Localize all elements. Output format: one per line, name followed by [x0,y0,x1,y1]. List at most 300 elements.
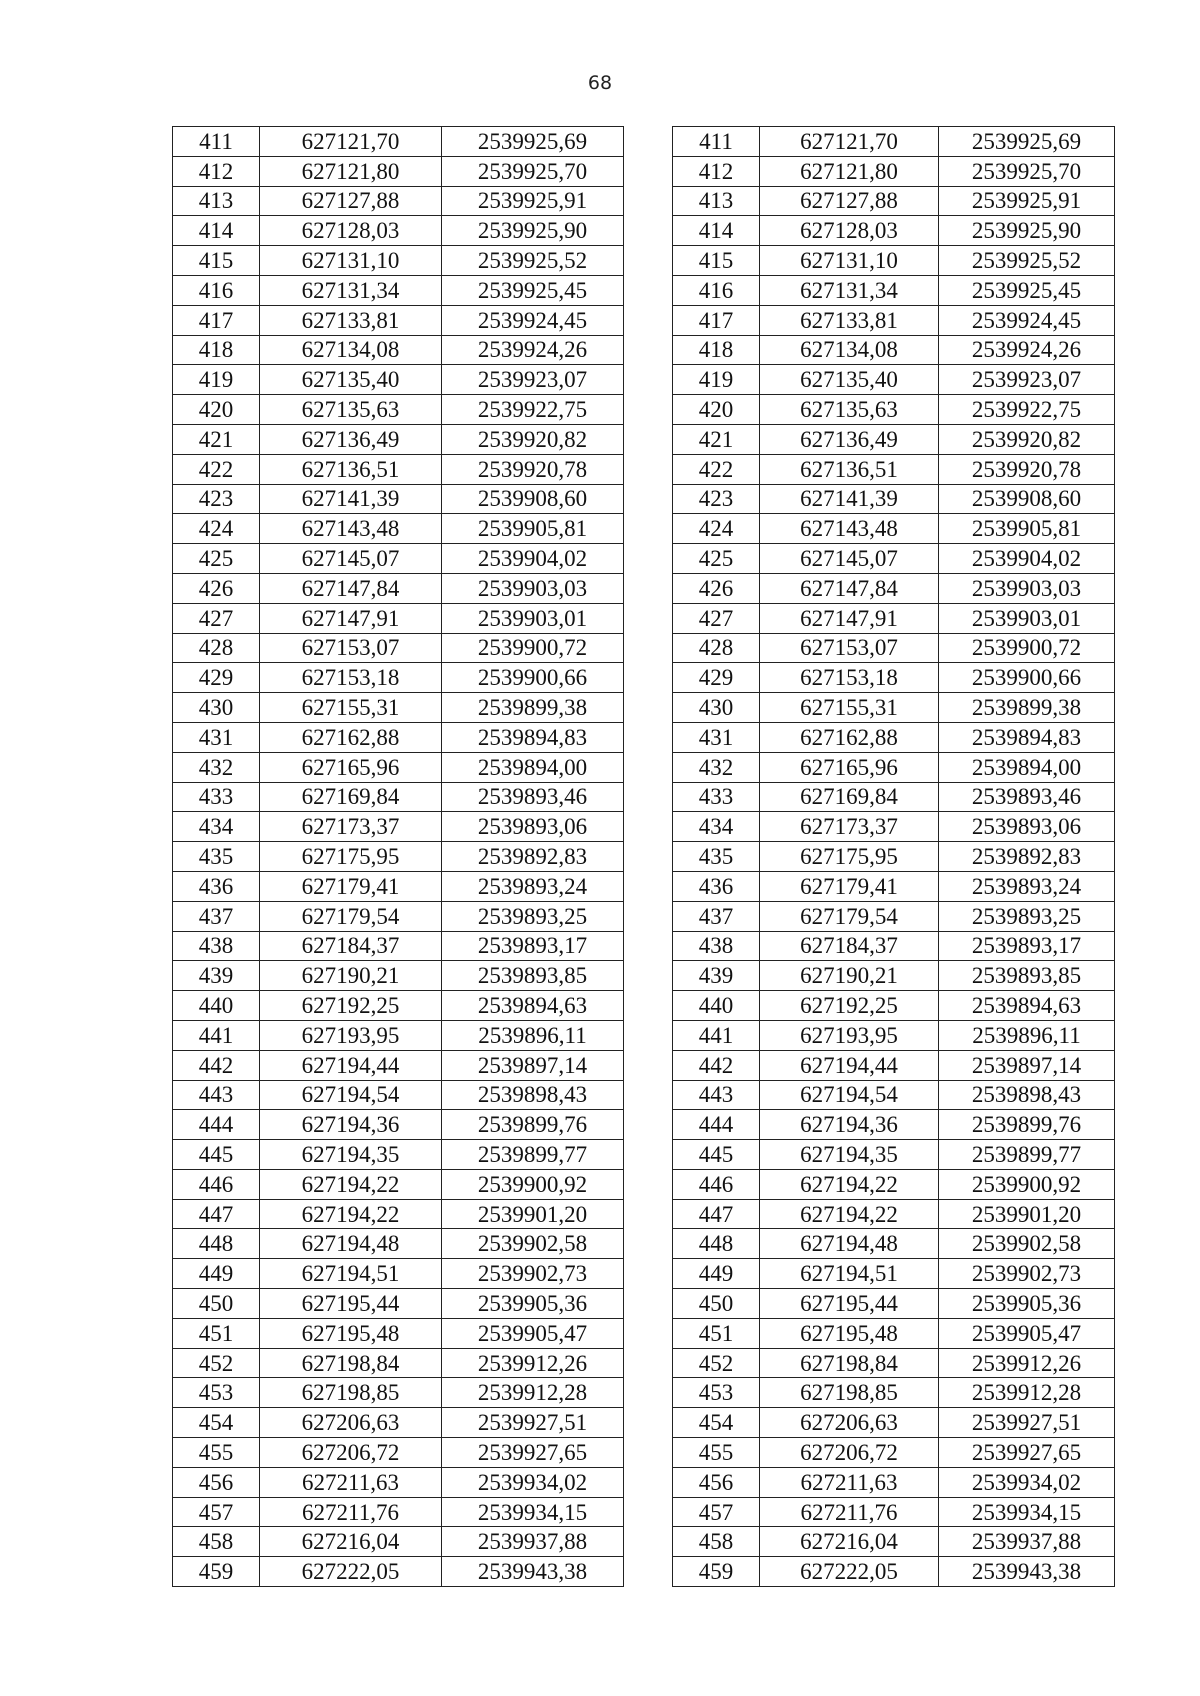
right-y-coordinate-cell: 2539894,00 [939,752,1115,782]
right-point-number-cell: 442 [673,1050,760,1080]
right-y-coordinate-cell: 2539902,73 [939,1259,1115,1289]
right-y-coordinate-cell: 2539927,51 [939,1408,1115,1438]
left-y-coordinate-cell: 2539934,02 [442,1467,624,1497]
gap-cell [624,1199,673,1229]
gap-cell [624,1408,673,1438]
right-point-number-cell: 418 [673,335,760,365]
right-x-coordinate-cell: 627147,91 [760,603,939,633]
right-x-coordinate-cell: 627179,41 [760,871,939,901]
gap-cell [624,484,673,514]
left-point-number-cell: 453 [173,1378,260,1408]
left-point-number-cell: 433 [173,782,260,812]
left-y-coordinate-cell: 2539925,69 [442,127,624,157]
table-row [173,1497,1115,1527]
right-x-coordinate-cell: 627206,63 [760,1408,939,1438]
right-point-number-cell: 414 [673,216,760,246]
table-row [173,991,1115,1021]
right-point-number-cell: 416 [673,275,760,305]
right-x-coordinate-cell: 627128,03 [760,216,939,246]
left-x-coordinate-cell: 627162,88 [260,722,442,752]
right-x-coordinate-cell: 627165,96 [760,752,939,782]
right-point-number-cell: 440 [673,991,760,1021]
table-row [173,573,1115,603]
right-point-number-cell: 419 [673,365,760,395]
right-point-number-cell: 421 [673,424,760,454]
right-point-number-cell: 448 [673,1229,760,1259]
table-row [173,871,1115,901]
gap-cell [624,335,673,365]
right-y-coordinate-cell: 2539893,85 [939,961,1115,991]
right-x-coordinate-cell: 627192,25 [760,991,939,1021]
left-y-coordinate-cell: 2539905,47 [442,1318,624,1348]
left-x-coordinate-cell: 627190,21 [260,961,442,991]
right-point-number-cell: 434 [673,812,760,842]
left-y-coordinate-cell: 2539899,76 [442,1110,624,1140]
left-point-number-cell: 419 [173,365,260,395]
left-y-coordinate-cell: 2539912,28 [442,1378,624,1408]
right-point-number-cell: 413 [673,186,760,216]
right-y-coordinate-cell: 2539899,38 [939,693,1115,723]
table-row [173,1467,1115,1497]
left-x-coordinate-cell: 627198,85 [260,1378,442,1408]
left-point-number-cell: 435 [173,842,260,872]
left-x-coordinate-cell: 627216,04 [260,1527,442,1557]
gap-cell [624,365,673,395]
left-y-coordinate-cell: 2539896,11 [442,1020,624,1050]
table-row [173,752,1115,782]
right-y-coordinate-cell: 2539912,28 [939,1378,1115,1408]
table-row [173,514,1115,544]
left-x-coordinate-cell: 627193,95 [260,1020,442,1050]
right-point-number-cell: 429 [673,663,760,693]
left-y-coordinate-cell: 2539892,83 [442,842,624,872]
gap-cell [624,1378,673,1408]
left-y-coordinate-cell: 2539908,60 [442,484,624,514]
right-x-coordinate-cell: 627173,37 [760,812,939,842]
gap-cell [624,1467,673,1497]
left-point-number-cell: 416 [173,275,260,305]
right-y-coordinate-cell: 2539934,02 [939,1467,1115,1497]
table-row [173,603,1115,633]
right-point-number-cell: 446 [673,1169,760,1199]
right-point-number-cell: 447 [673,1199,760,1229]
table-row [173,275,1115,305]
right-x-coordinate-cell: 627193,95 [760,1020,939,1050]
right-x-coordinate-cell: 627147,84 [760,573,939,603]
left-point-number-cell: 418 [173,335,260,365]
right-point-number-cell: 437 [673,901,760,931]
right-x-coordinate-cell: 627195,44 [760,1289,939,1319]
right-x-coordinate-cell: 627175,95 [760,842,939,872]
right-x-coordinate-cell: 627198,85 [760,1378,939,1408]
table-row [173,454,1115,484]
gap-cell [624,454,673,484]
table-row [173,395,1115,425]
right-x-coordinate-cell: 627206,72 [760,1438,939,1468]
gap-cell [624,1259,673,1289]
right-y-coordinate-cell: 2539899,77 [939,1140,1115,1170]
gap-cell [624,186,673,216]
left-x-coordinate-cell: 627141,39 [260,484,442,514]
right-point-number-cell: 449 [673,1259,760,1289]
right-x-coordinate-cell: 627211,63 [760,1467,939,1497]
right-y-coordinate-cell: 2539893,46 [939,782,1115,812]
right-y-coordinate-cell: 2539905,36 [939,1289,1115,1319]
table-row [173,1408,1115,1438]
left-x-coordinate-cell: 627128,03 [260,216,442,246]
gap-cell [624,424,673,454]
left-y-coordinate-cell: 2539901,20 [442,1199,624,1229]
left-point-number-cell: 459 [173,1557,260,1587]
left-point-number-cell: 457 [173,1497,260,1527]
left-y-coordinate-cell: 2539922,75 [442,395,624,425]
gap-cell [624,1110,673,1140]
left-point-number-cell: 415 [173,246,260,276]
left-y-coordinate-cell: 2539905,36 [442,1289,624,1319]
right-point-number-cell: 459 [673,1557,760,1587]
left-x-coordinate-cell: 627147,84 [260,573,442,603]
left-x-coordinate-cell: 627198,84 [260,1348,442,1378]
table-row [173,633,1115,663]
left-y-coordinate-cell: 2539924,26 [442,335,624,365]
left-point-number-cell: 414 [173,216,260,246]
left-y-coordinate-cell: 2539894,00 [442,752,624,782]
right-y-coordinate-cell: 2539899,76 [939,1110,1115,1140]
table-row [173,693,1115,723]
right-x-coordinate-cell: 627179,54 [760,901,939,931]
gap-cell [624,573,673,603]
gap-cell [624,1348,673,1378]
left-y-coordinate-cell: 2539893,85 [442,961,624,991]
left-x-coordinate-cell: 627179,54 [260,901,442,931]
left-y-coordinate-cell: 2539893,46 [442,782,624,812]
left-x-coordinate-cell: 627211,63 [260,1467,442,1497]
table-row [173,782,1115,812]
right-y-coordinate-cell: 2539900,92 [939,1169,1115,1199]
left-point-number-cell: 437 [173,901,260,931]
gap-cell [624,1169,673,1199]
table-row [173,1050,1115,1080]
right-x-coordinate-cell: 627194,22 [760,1199,939,1229]
left-x-coordinate-cell: 627184,37 [260,931,442,961]
table-row [173,1527,1115,1557]
right-x-coordinate-cell: 627190,21 [760,961,939,991]
right-y-coordinate-cell: 2539925,69 [939,127,1115,157]
left-y-coordinate-cell: 2539934,15 [442,1497,624,1527]
right-point-number-cell: 431 [673,722,760,752]
left-point-number-cell: 426 [173,573,260,603]
left-y-coordinate-cell: 2539893,17 [442,931,624,961]
left-x-coordinate-cell: 627155,31 [260,693,442,723]
gap-cell [624,216,673,246]
right-x-coordinate-cell: 627194,54 [760,1080,939,1110]
right-point-number-cell: 415 [673,246,760,276]
table-row [173,663,1115,693]
gap-cell [624,395,673,425]
right-y-coordinate-cell: 2539904,02 [939,544,1115,574]
left-point-number-cell: 434 [173,812,260,842]
right-x-coordinate-cell: 627194,22 [760,1169,939,1199]
right-x-coordinate-cell: 627194,51 [760,1259,939,1289]
right-point-number-cell: 453 [673,1378,760,1408]
left-x-coordinate-cell: 627153,07 [260,633,442,663]
left-x-coordinate-cell: 627194,44 [260,1050,442,1080]
left-y-coordinate-cell: 2539902,58 [442,1229,624,1259]
table-row [173,961,1115,991]
table-row [173,1229,1115,1259]
left-y-coordinate-cell: 2539893,24 [442,871,624,901]
right-point-number-cell: 444 [673,1110,760,1140]
table-row [173,722,1115,752]
left-y-coordinate-cell: 2539903,01 [442,603,624,633]
left-y-coordinate-cell: 2539893,06 [442,812,624,842]
right-point-number-cell: 435 [673,842,760,872]
right-x-coordinate-cell: 627133,81 [760,305,939,335]
left-x-coordinate-cell: 627175,95 [260,842,442,872]
left-point-number-cell: 425 [173,544,260,574]
left-x-coordinate-cell: 627131,10 [260,246,442,276]
left-point-number-cell: 438 [173,931,260,961]
gap-cell [624,722,673,752]
left-x-coordinate-cell: 627194,51 [260,1259,442,1289]
right-y-coordinate-cell: 2539925,90 [939,216,1115,246]
right-y-coordinate-cell: 2539925,45 [939,275,1115,305]
left-point-number-cell: 443 [173,1080,260,1110]
gap-cell [624,275,673,305]
table-row [173,305,1115,335]
right-x-coordinate-cell: 627136,49 [760,424,939,454]
table-row [173,484,1115,514]
left-x-coordinate-cell: 627194,35 [260,1140,442,1170]
right-y-coordinate-cell: 2539894,83 [939,722,1115,752]
left-x-coordinate-cell: 627136,49 [260,424,442,454]
right-y-coordinate-cell: 2539898,43 [939,1080,1115,1110]
right-point-number-cell: 425 [673,544,760,574]
right-point-number-cell: 426 [673,573,760,603]
left-y-coordinate-cell: 2539893,25 [442,901,624,931]
left-x-coordinate-cell: 627134,08 [260,335,442,365]
left-point-number-cell: 421 [173,424,260,454]
gap-cell [624,1527,673,1557]
right-x-coordinate-cell: 627194,36 [760,1110,939,1140]
left-point-number-cell: 413 [173,186,260,216]
left-x-coordinate-cell: 627173,37 [260,812,442,842]
table-row [173,1378,1115,1408]
left-x-coordinate-cell: 627169,84 [260,782,442,812]
right-x-coordinate-cell: 627145,07 [760,544,939,574]
table-row [173,424,1115,454]
table-row [173,156,1115,186]
left-x-coordinate-cell: 627153,18 [260,663,442,693]
right-x-coordinate-cell: 627162,88 [760,722,939,752]
right-y-coordinate-cell: 2539903,01 [939,603,1115,633]
right-point-number-cell: 436 [673,871,760,901]
gap-cell [624,544,673,574]
gap-cell [624,603,673,633]
table-row [173,1289,1115,1319]
right-x-coordinate-cell: 627131,10 [760,246,939,276]
right-y-coordinate-cell: 2539925,70 [939,156,1115,186]
right-y-coordinate-cell: 2539908,60 [939,484,1115,514]
right-point-number-cell: 457 [673,1497,760,1527]
right-y-coordinate-cell: 2539896,11 [939,1020,1115,1050]
left-point-number-cell: 444 [173,1110,260,1140]
left-point-number-cell: 439 [173,961,260,991]
gap-cell [624,991,673,1021]
left-x-coordinate-cell: 627121,70 [260,127,442,157]
right-y-coordinate-cell: 2539920,78 [939,454,1115,484]
left-point-number-cell: 432 [173,752,260,782]
table-row [173,246,1115,276]
right-point-number-cell: 458 [673,1527,760,1557]
right-point-number-cell: 454 [673,1408,760,1438]
left-point-number-cell: 431 [173,722,260,752]
left-x-coordinate-cell: 627211,76 [260,1497,442,1527]
left-y-coordinate-cell: 2539894,83 [442,722,624,752]
left-y-coordinate-cell: 2539905,81 [442,514,624,544]
left-y-coordinate-cell: 2539924,45 [442,305,624,335]
table-row [173,1199,1115,1229]
right-point-number-cell: 428 [673,633,760,663]
gap-cell [624,901,673,931]
gap-cell [624,1050,673,1080]
left-x-coordinate-cell: 627206,63 [260,1408,442,1438]
right-point-number-cell: 412 [673,156,760,186]
gap-cell [624,842,673,872]
left-point-number-cell: 456 [173,1467,260,1497]
right-point-number-cell: 445 [673,1140,760,1170]
table-row [173,842,1115,872]
right-point-number-cell: 422 [673,454,760,484]
left-x-coordinate-cell: 627222,05 [260,1557,442,1587]
right-x-coordinate-cell: 627216,04 [760,1527,939,1557]
left-point-number-cell: 430 [173,693,260,723]
table-row [173,1438,1115,1468]
right-y-coordinate-cell: 2539923,07 [939,365,1115,395]
table-row [173,544,1115,574]
right-y-coordinate-cell: 2539937,88 [939,1527,1115,1557]
right-point-number-cell: 420 [673,395,760,425]
left-point-number-cell: 428 [173,633,260,663]
left-x-coordinate-cell: 627194,54 [260,1080,442,1110]
right-y-coordinate-cell: 2539902,58 [939,1229,1115,1259]
right-y-coordinate-cell: 2539924,26 [939,335,1115,365]
right-point-number-cell: 438 [673,931,760,961]
left-y-coordinate-cell: 2539900,92 [442,1169,624,1199]
left-y-coordinate-cell: 2539925,90 [442,216,624,246]
right-x-coordinate-cell: 627198,84 [760,1348,939,1378]
right-y-coordinate-cell: 2539900,72 [939,633,1115,663]
right-x-coordinate-cell: 627194,35 [760,1140,939,1170]
gap-cell [624,1020,673,1050]
right-point-number-cell: 451 [673,1318,760,1348]
left-point-number-cell: 420 [173,395,260,425]
table-row [173,127,1115,157]
right-y-coordinate-cell: 2539893,24 [939,871,1115,901]
table-row [173,186,1115,216]
gap-cell [624,782,673,812]
left-y-coordinate-cell: 2539925,52 [442,246,624,276]
left-x-coordinate-cell: 627165,96 [260,752,442,782]
right-point-number-cell: 427 [673,603,760,633]
table-row [173,1318,1115,1348]
right-point-number-cell: 432 [673,752,760,782]
gap-cell [624,1557,673,1587]
left-y-coordinate-cell: 2539920,78 [442,454,624,484]
right-x-coordinate-cell: 627194,48 [760,1229,939,1259]
right-y-coordinate-cell: 2539893,17 [939,931,1115,961]
left-point-number-cell: 424 [173,514,260,544]
left-point-number-cell: 452 [173,1348,260,1378]
gap-cell [624,514,673,544]
left-y-coordinate-cell: 2539925,70 [442,156,624,186]
right-x-coordinate-cell: 627169,84 [760,782,939,812]
right-y-coordinate-cell: 2539892,83 [939,842,1115,872]
right-point-number-cell: 424 [673,514,760,544]
left-point-number-cell: 447 [173,1199,260,1229]
right-y-coordinate-cell: 2539894,63 [939,991,1115,1021]
right-y-coordinate-cell: 2539893,06 [939,812,1115,842]
gap-cell [624,127,673,157]
right-x-coordinate-cell: 627121,70 [760,127,939,157]
right-y-coordinate-cell: 2539912,26 [939,1348,1115,1378]
left-y-coordinate-cell: 2539902,73 [442,1259,624,1289]
right-x-coordinate-cell: 627194,44 [760,1050,939,1080]
left-x-coordinate-cell: 627195,48 [260,1318,442,1348]
left-point-number-cell: 427 [173,603,260,633]
gap-cell [624,871,673,901]
left-y-coordinate-cell: 2539943,38 [442,1557,624,1587]
left-point-number-cell: 446 [173,1169,260,1199]
left-y-coordinate-cell: 2539927,51 [442,1408,624,1438]
left-point-number-cell: 423 [173,484,260,514]
right-x-coordinate-cell: 627136,51 [760,454,939,484]
table-row [173,1348,1115,1378]
right-y-coordinate-cell: 2539900,66 [939,663,1115,693]
left-y-coordinate-cell: 2539937,88 [442,1527,624,1557]
right-y-coordinate-cell: 2539905,81 [939,514,1115,544]
left-y-coordinate-cell: 2539894,63 [442,991,624,1021]
left-point-number-cell: 458 [173,1527,260,1557]
table-row [173,335,1115,365]
table-row [173,216,1115,246]
left-x-coordinate-cell: 627194,22 [260,1199,442,1229]
left-y-coordinate-cell: 2539927,65 [442,1438,624,1468]
right-y-coordinate-cell: 2539922,75 [939,395,1115,425]
right-x-coordinate-cell: 627211,76 [760,1497,939,1527]
right-y-coordinate-cell: 2539897,14 [939,1050,1115,1080]
left-y-coordinate-cell: 2539899,38 [442,693,624,723]
left-x-coordinate-cell: 627194,36 [260,1110,442,1140]
right-x-coordinate-cell: 627134,08 [760,335,939,365]
right-y-coordinate-cell: 2539920,82 [939,424,1115,454]
table-row [173,931,1115,961]
right-y-coordinate-cell: 2539901,20 [939,1199,1115,1229]
left-x-coordinate-cell: 627135,40 [260,365,442,395]
right-x-coordinate-cell: 627153,18 [760,663,939,693]
left-x-coordinate-cell: 627136,51 [260,454,442,484]
left-point-number-cell: 417 [173,305,260,335]
left-x-coordinate-cell: 627194,48 [260,1229,442,1259]
left-x-coordinate-cell: 627194,22 [260,1169,442,1199]
left-y-coordinate-cell: 2539923,07 [442,365,624,395]
gap-cell [624,663,673,693]
right-y-coordinate-cell: 2539943,38 [939,1557,1115,1587]
gap-cell [624,1438,673,1468]
table-row [173,1169,1115,1199]
left-point-number-cell: 412 [173,156,260,186]
left-y-coordinate-cell: 2539925,91 [442,186,624,216]
